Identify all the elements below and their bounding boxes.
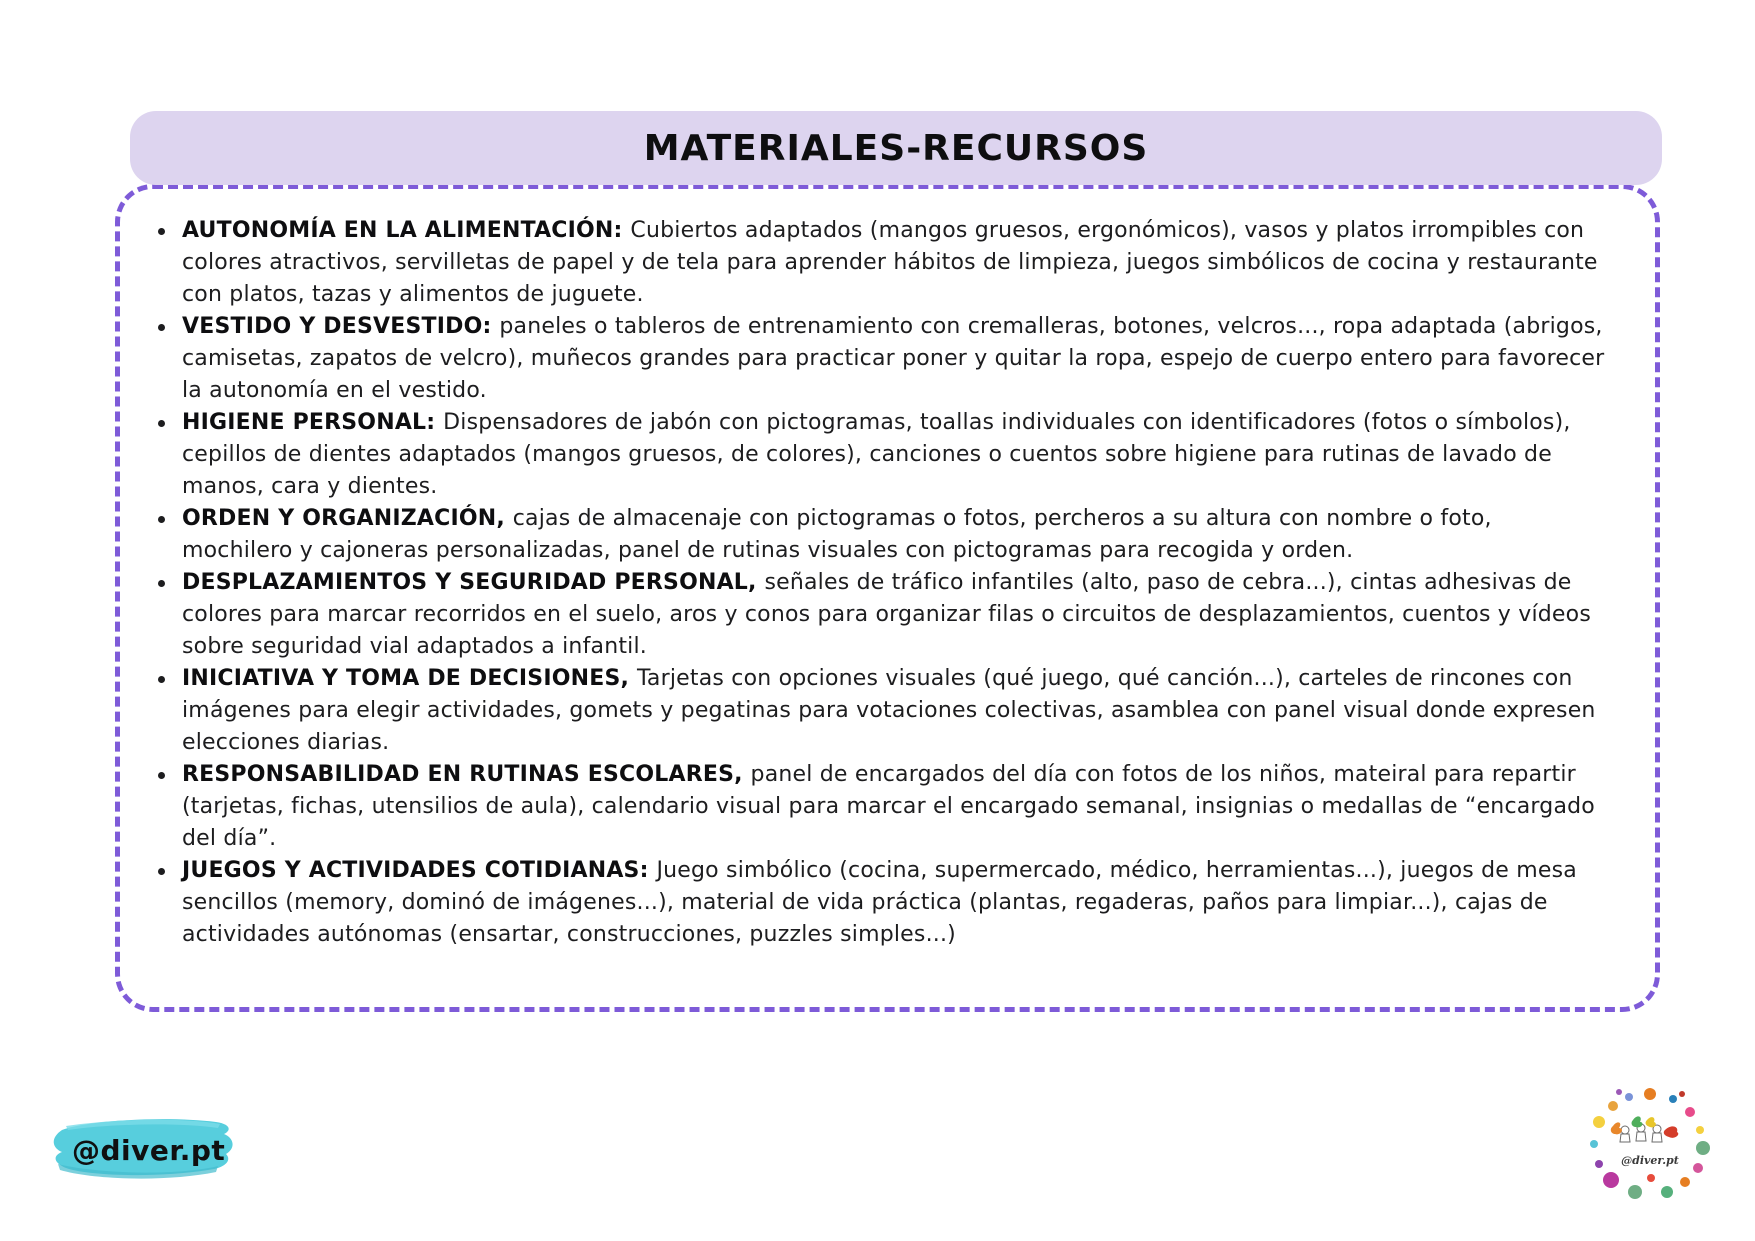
item-heading: ORDEN Y ORGANIZACIÓN, [182,506,513,531]
item-heading: HIGIENE PERSONAL: [182,410,444,435]
item-heading: JUEGOS Y ACTIVIDADES COTIDIANAS: [182,858,657,883]
page-title-banner [130,111,1662,185]
dots-ring-icon [1585,1082,1715,1212]
item-paragraph [182,567,1607,663]
page-title: MATERIALES-RECURSOS [643,127,1149,169]
bullet-dot-icon [158,676,165,683]
bullet-dot-icon [158,516,165,523]
bullet-dot-icon [158,580,165,587]
diver-logo [1585,1082,1715,1212]
list-item [156,503,1607,567]
item-description: cajas de almacenaje con pictogramas o fotos, percheros a su altura con nombre o foto, mochilero y cajoneras personalizadas, panel de rutinas visuales con pictogramas para recogida y orden. [182,506,1492,563]
item-heading: RESPONSABILIDAD EN RUTINAS ESCOLARES, [182,762,751,787]
item-heading: INICIATIVA Y TOMA DE DECISIONES, [182,666,637,691]
logo-handle: @diver.pt [1621,1154,1679,1167]
bullet-dot-icon [158,228,165,235]
item-paragraph [182,503,1607,567]
item-description: señales de tráfico infantiles (alto, paso de cebra...), cintas adhesivas de colores para marcar recorridos en el suelo, aros y conos para organizar filas o circuitos de desplazamientos, cuentos y vídeos sobre seguridad vial adaptados a infantil. [182,570,1591,659]
list-item [156,311,1607,407]
item-description: Dispensadores de jabón con pictogramas, toallas individuales con identificadores (fotos o símbolos), cepillos de dientes adaptados (mangos gruesos, de colores), canciones o cuentos sobre higiene para rutinas de lavado de manos, cara y dientes. [182,410,1571,499]
bullet-dot-icon [158,420,165,427]
item-paragraph [182,311,1607,407]
item-paragraph [182,759,1607,855]
item-paragraph [182,407,1607,503]
item-description: Tarjetas con opciones visuales (qué juego, qué canción...), carteles de rincones con imágenes para elegir actividades, gomets y pegatinas para votaciones colectivas, asamblea con panel visual donde expresen elecciones diarias. [182,666,1596,755]
item-description: Cubiertos adaptados (mangos gruesos, ergonómicos), vasos y platos irrompibles con colores atractivos, servilletas de papel y de tela para aprender hábitos de limpieza, juegos simbólicos de cocina y restaurante con platos, tazas y alimentos de juguete. [182,218,1598,307]
content-panel-inner [120,189,1655,1007]
list-item [156,855,1607,951]
item-heading: AUTONOMÍA EN LA ALIMENTACIÓN: [182,218,631,243]
handle-badge [48,1108,238,1194]
item-paragraph [182,663,1607,759]
content-panel [115,184,1660,1012]
item-description: paneles o tableros de entrenamiento con cremalleras, botones, velcros..., ropa adaptada (abrigos, camisetas, zapatos de velcro), muñecos grandes para practicar poner y quitar la ropa, espejo de cuerpo entero para favorecer la autonomía en el vestido. [182,314,1605,403]
item-paragraph [182,215,1607,311]
item-heading: DESPLAZAMIENTOS Y SEGURIDAD PERSONAL, [182,570,765,595]
list-item [156,663,1607,759]
bullet-dot-icon [158,772,165,779]
list-item [156,567,1607,663]
resource-list [156,215,1607,951]
item-paragraph [182,855,1607,951]
list-item [156,759,1607,855]
bullet-dot-icon [158,868,165,875]
item-heading: VESTIDO Y DESVESTIDO: [182,314,500,339]
bullet-dot-icon [158,324,165,331]
item-description: Juego simbólico (cocina, supermercado, médico, herramientas...), juegos de mesa sencillos (memory, dominó de imágenes...), material de vida práctica (plantas, regaderas, paños para limpiar...), cajas de actividades autónomas (ensartar, construcciones, puzzles simples...) [182,858,1577,947]
list-item [156,215,1607,311]
footer-handle: @diver.pt [72,1134,226,1167]
item-description: panel de encargados del día con fotos de los niños, mateiral para repartir (tarjetas, fichas, utensilios de aula), calendario visual para marcar el encargado semanal, insignias o medallas de “encargado del día”. [182,762,1595,851]
list-item [156,407,1607,503]
